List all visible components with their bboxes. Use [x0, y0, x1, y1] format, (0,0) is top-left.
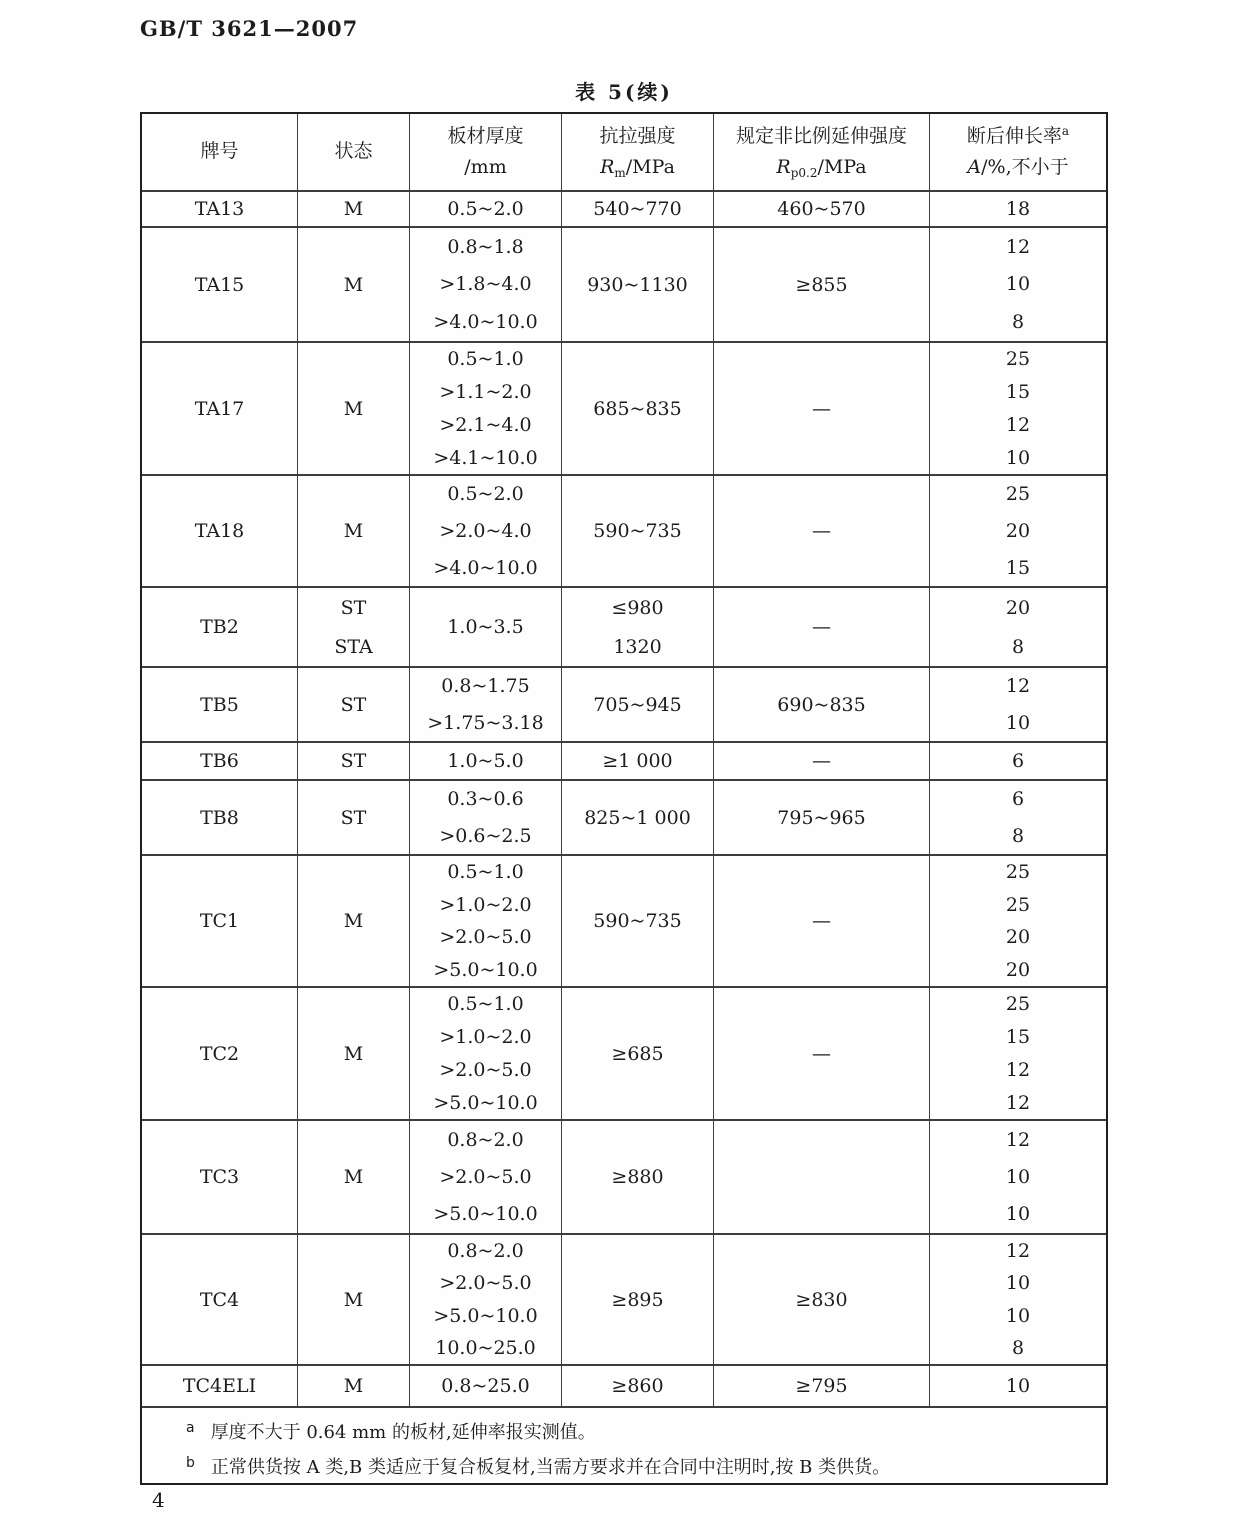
- elongation-cell-line: 10: [1005, 446, 1031, 469]
- state-cell: [298, 781, 410, 854]
- grade-cell-line: TC4: [199, 1288, 240, 1311]
- elong-superscript: a: [1061, 123, 1070, 138]
- table-caption: 表 5(续): [575, 80, 673, 104]
- grade-cell-line: TA18: [194, 520, 245, 542]
- grade-cell: [142, 743, 298, 779]
- proof-strength-cell-line: —: [812, 616, 831, 638]
- proof-strength-cell: [714, 228, 930, 341]
- elongation-cell-line: 6: [1011, 750, 1025, 772]
- grade-cell: [142, 781, 298, 854]
- state-cell: [298, 1366, 410, 1406]
- thickness-cell-line: >2.0~4.0: [439, 519, 532, 542]
- state-cell: [298, 856, 410, 986]
- rm-subscript: m: [614, 165, 626, 180]
- header-thickness: [410, 114, 562, 190]
- header-rm-line1: 抗拉强度: [599, 124, 676, 147]
- proof-strength-cell: [714, 343, 930, 474]
- proof-strength-cell-line: 690~835: [777, 693, 866, 716]
- thickness-cell-line: 0.5~1.0: [447, 993, 524, 1016]
- tensile-strength-cell-line: 930~1130: [587, 273, 688, 296]
- tensile-strength-cell: [562, 588, 714, 666]
- tensile-strength-cell-line: ≥880: [611, 1166, 664, 1188]
- header-state: [298, 114, 410, 190]
- elongation-cell: [930, 476, 1106, 586]
- tensile-strength-cell-line: 590~735: [593, 520, 682, 542]
- elongation-cell-line: 12: [1005, 235, 1031, 258]
- header-grade-label: 牌号: [200, 140, 239, 163]
- header-grade: [142, 114, 298, 190]
- thickness-cell: [410, 1366, 562, 1406]
- thickness-cell-line: >5.0~10.0: [433, 1091, 538, 1114]
- thickness-cell-line: 0.3~0.6: [447, 788, 524, 811]
- tensile-strength-cell-line: 825~1 000: [584, 806, 691, 829]
- table-row-TB5: [142, 668, 1106, 743]
- tensile-strength-cell: [562, 1121, 714, 1233]
- elongation-cell: [930, 1235, 1106, 1364]
- elongation-cell-line: 8: [1011, 824, 1025, 847]
- thickness-cell: [410, 743, 562, 779]
- rm-symbol: R: [600, 155, 615, 178]
- proof-strength-cell: [714, 743, 930, 779]
- spec-table-body: [142, 192, 1106, 1408]
- state-cell: [298, 476, 410, 586]
- state-cell: [298, 1235, 410, 1364]
- proof-strength-cell: [714, 588, 930, 666]
- table-row-TB6: [142, 743, 1106, 781]
- proof-strength-cell: [714, 856, 930, 986]
- elongation-cell: [930, 228, 1106, 341]
- grade-cell: [142, 668, 298, 741]
- thickness-cell-line: >5.0~10.0: [433, 1304, 538, 1327]
- elongation-cell-line: 12: [1005, 1058, 1031, 1081]
- standard-number: GB/T 3621—2007: [140, 16, 359, 41]
- elongation-cell: [930, 1121, 1106, 1233]
- thickness-cell-line: >5.0~10.0: [433, 958, 538, 981]
- state-cell-line: STA: [334, 635, 373, 658]
- elongation-cell-line: 10: [1005, 273, 1031, 296]
- thickness-cell-line: >2.0~5.0: [439, 1058, 532, 1081]
- grade-cell-line: TC3: [199, 1166, 240, 1188]
- elongation-cell-line: 20: [1005, 596, 1031, 619]
- thickness-cell-line: >2.1~4.0: [439, 413, 532, 436]
- table-row-TA18: [142, 476, 1106, 588]
- thickness-cell-line: 0.8~25.0: [441, 1375, 530, 1397]
- state-cell-line: M: [343, 520, 364, 542]
- footnote-a: [186, 1416, 1090, 1451]
- table-row-TA17: [142, 343, 1106, 476]
- table-header-row: [142, 114, 1106, 192]
- elongation-cell: [930, 343, 1106, 474]
- footnote-a-marker: a: [186, 1420, 195, 1436]
- grade-cell: [142, 343, 298, 474]
- state-cell-line: M: [343, 397, 364, 420]
- elongation-cell-line: 6: [1011, 788, 1025, 811]
- tensile-strength-cell: [562, 1366, 714, 1406]
- thickness-cell: [410, 781, 562, 854]
- thickness-cell: [410, 588, 562, 666]
- proof-strength-cell-line: 795~965: [777, 806, 866, 829]
- header-thickness-line1: 板材厚度: [447, 124, 524, 147]
- state-cell: [298, 1121, 410, 1233]
- grade-cell-line: TB5: [200, 693, 239, 716]
- footnote-b-text: 正常供货按 A 类,B 类适应于复合板复材,当需方要求并在合同中注明时,按 B 类供货。: [210, 1457, 891, 1478]
- state-cell-line: M: [343, 198, 364, 220]
- elongation-cell: [930, 743, 1106, 779]
- thickness-cell-line: 10.0~25.0: [435, 1336, 536, 1359]
- elongation-cell-line: 10: [1005, 1272, 1031, 1295]
- header-tensile-strength: [562, 114, 714, 190]
- state-cell: [298, 988, 410, 1119]
- thickness-cell-line: >5.0~10.0: [433, 1203, 538, 1226]
- elongation-cell: [930, 1366, 1106, 1406]
- elongation-cell-line: 25: [1005, 861, 1031, 884]
- elongation-cell-line: 20: [1005, 926, 1031, 949]
- spec-table: [140, 112, 1108, 1485]
- proof-strength-cell-line: ≥855: [795, 273, 848, 296]
- grade-cell: [142, 228, 298, 341]
- thickness-cell-line: 0.8~2.0: [447, 1240, 524, 1263]
- thickness-cell-line: >2.0~5.0: [439, 1272, 532, 1295]
- table-row-TC2: [142, 988, 1106, 1121]
- tensile-strength-cell: [562, 743, 714, 779]
- grade-cell-line: TA13: [194, 198, 245, 220]
- thickness-cell-line: 1.0~3.5: [447, 616, 524, 638]
- thickness-cell-line: >1.1~2.0: [439, 381, 532, 404]
- elongation-cell-line: 8: [1011, 635, 1025, 658]
- tensile-strength-cell: [562, 192, 714, 226]
- grade-cell-line: TB8: [200, 806, 239, 829]
- state-cell-line: ST: [340, 750, 367, 772]
- tensile-strength-cell: [562, 476, 714, 586]
- grade-cell: [142, 476, 298, 586]
- state-cell-line: M: [343, 1288, 364, 1311]
- header-proof-strength: [714, 114, 930, 190]
- thickness-cell-line: >1.75~3.18: [427, 711, 544, 734]
- thickness-cell-line: 0.8~1.8: [447, 235, 524, 258]
- proof-strength-cell: [714, 1121, 930, 1233]
- elongation-cell-line: 20: [1005, 519, 1031, 542]
- elongation-cell-line: 10: [1005, 711, 1031, 734]
- table-row-TA13: [142, 192, 1106, 228]
- header-rp02-line2: [776, 157, 866, 179]
- tensile-strength-cell: [562, 228, 714, 341]
- elongation-cell-line: 15: [1005, 1026, 1031, 1049]
- footnote-b: [186, 1451, 1090, 1486]
- elongation-cell-line: 25: [1005, 993, 1031, 1016]
- tensile-strength-cell: [562, 1235, 714, 1364]
- tensile-strength-cell: [562, 668, 714, 741]
- thickness-cell: [410, 192, 562, 226]
- elongation-cell-line: 25: [1005, 483, 1031, 506]
- grade-cell: [142, 588, 298, 666]
- table-row-TB2: [142, 588, 1106, 668]
- thickness-cell-line: >2.0~5.0: [439, 926, 532, 949]
- elongation-cell-line: 25: [1005, 348, 1031, 371]
- grade-cell-line: TB6: [200, 750, 239, 772]
- thickness-cell-line: 0.5~2.0: [447, 483, 524, 506]
- elongation-cell: [930, 781, 1106, 854]
- elongation-cell: [930, 988, 1106, 1119]
- state-cell: [298, 743, 410, 779]
- tensile-strength-cell: [562, 856, 714, 986]
- elongation-cell-line: 8: [1011, 1336, 1025, 1359]
- grade-cell: [142, 1121, 298, 1233]
- table-row-TC3: [142, 1121, 1106, 1235]
- thickness-cell: [410, 343, 562, 474]
- proof-strength-cell: [714, 1235, 930, 1364]
- tensile-strength-cell: [562, 781, 714, 854]
- elongation-cell-line: 15: [1005, 556, 1031, 579]
- state-cell: [298, 668, 410, 741]
- proof-strength-cell: [714, 988, 930, 1119]
- page-number: 4: [152, 1488, 165, 1512]
- thickness-cell-line: >1.8~4.0: [439, 273, 532, 296]
- grade-cell-line: TA17: [194, 397, 245, 420]
- proof-strength-cell-line: ≥830: [795, 1288, 848, 1311]
- header-elong-line1: [966, 123, 1070, 148]
- rm-unit: /MPa: [625, 155, 675, 178]
- footnote-box: [142, 1408, 1106, 1483]
- proof-strength-cell-line: —: [812, 520, 831, 542]
- thickness-cell-line: >4.0~10.0: [433, 311, 538, 334]
- elongation-cell-line: 12: [1005, 1091, 1031, 1114]
- state-cell-line: M: [343, 1042, 364, 1065]
- state-cell-line: ST: [340, 806, 367, 829]
- table-row-TA15: [142, 228, 1106, 343]
- grade-cell-line: TA15: [194, 273, 245, 296]
- elongation-cell: [930, 588, 1106, 666]
- grade-cell-line: TB2: [200, 616, 239, 638]
- grade-cell: [142, 988, 298, 1119]
- thickness-cell-line: >1.0~2.0: [439, 893, 532, 916]
- state-cell-line: M: [343, 273, 364, 296]
- elongation-cell-line: 10: [1005, 1203, 1031, 1226]
- tensile-strength-cell-line: ≥860: [611, 1375, 664, 1397]
- state-cell-line: M: [343, 910, 364, 932]
- elongation-cell-line: 25: [1005, 893, 1031, 916]
- elongation-cell-line: 10: [1005, 1165, 1031, 1188]
- thickness-cell: [410, 228, 562, 341]
- thickness-cell-line: 0.5~1.0: [447, 861, 524, 884]
- header-state-label: 状态: [334, 140, 373, 163]
- elongation-cell-line: 10: [1005, 1304, 1031, 1327]
- tensile-strength-cell: [562, 343, 714, 474]
- elongation-cell-line: 10: [1005, 1375, 1031, 1397]
- thickness-cell-line: >2.0~5.0: [439, 1165, 532, 1188]
- grade-cell: [142, 1235, 298, 1364]
- table-row-TC4ELI: [142, 1366, 1106, 1408]
- thickness-cell-line: >4.0~10.0: [433, 556, 538, 579]
- table-row-TC4: [142, 1235, 1106, 1366]
- proof-strength-cell: [714, 781, 930, 854]
- table-row-TC1: [142, 856, 1106, 988]
- elongation-cell: [930, 192, 1106, 226]
- grade-cell-line: TC1: [199, 910, 240, 932]
- proof-strength-cell-line: —: [812, 397, 831, 420]
- state-cell-line: ST: [340, 596, 367, 619]
- thickness-cell: [410, 476, 562, 586]
- header-rm-line2: [600, 157, 675, 179]
- elong-symbol: A: [967, 155, 982, 178]
- elongation-cell-line: 8: [1011, 311, 1025, 334]
- tensile-strength-cell-line: ≥685: [611, 1042, 664, 1065]
- elongation-cell-line: 18: [1005, 198, 1031, 220]
- grade-cell-line: TC2: [199, 1042, 240, 1065]
- thickness-cell-line: >0.6~2.5: [439, 824, 532, 847]
- header-thickness-line2: /mm: [464, 155, 507, 178]
- thickness-cell-line: 0.8~2.0: [447, 1128, 524, 1151]
- thickness-cell-line: >4.1~10.0: [433, 446, 538, 469]
- state-cell: [298, 228, 410, 341]
- tensile-strength-cell-line: ≤980: [611, 596, 664, 619]
- rp02-subscript: p0.2: [790, 165, 818, 180]
- proof-strength-cell-line: 460~570: [777, 198, 866, 220]
- grade-cell: [142, 192, 298, 226]
- header-elong-line2: [967, 157, 1068, 179]
- rp02-symbol: R: [776, 155, 791, 178]
- footnote-a-text: 厚度不大于 0.64 mm 的板材,延伸率报实测值。: [210, 1422, 596, 1443]
- proof-strength-cell: [714, 668, 930, 741]
- elongation-cell-line: 20: [1005, 958, 1031, 981]
- state-cell: [298, 192, 410, 226]
- header-elongation: [930, 114, 1106, 190]
- state-cell: [298, 343, 410, 474]
- thickness-cell: [410, 856, 562, 986]
- proof-strength-cell-line: ≥795: [795, 1375, 848, 1397]
- elongation-cell-line: 12: [1005, 413, 1031, 436]
- elong-unit: /%,不小于: [981, 155, 1069, 178]
- thickness-cell: [410, 1235, 562, 1364]
- state-cell-line: ST: [340, 693, 367, 716]
- grade-cell: [142, 856, 298, 986]
- thickness-cell-line: 0.5~2.0: [447, 198, 524, 220]
- elongation-cell-line: 15: [1005, 381, 1031, 404]
- header-rp02-line1: 规定非比例延伸强度: [735, 124, 907, 147]
- table-row-TB8: [142, 781, 1106, 856]
- tensile-strength-cell-line: 540~770: [593, 198, 682, 220]
- thickness-cell: [410, 1121, 562, 1233]
- footnote-b-marker: b: [186, 1455, 195, 1471]
- elong-label: 断后伸长率: [966, 124, 1062, 147]
- state-cell: [298, 588, 410, 666]
- thickness-cell-line: 0.5~1.0: [447, 348, 524, 371]
- tensile-strength-cell-line: 1320: [613, 635, 662, 658]
- thickness-cell-line: 1.0~5.0: [447, 750, 524, 772]
- tensile-strength-cell-line: ≥1 000: [602, 750, 673, 772]
- proof-strength-cell: [714, 1366, 930, 1406]
- tensile-strength-cell-line: ≥895: [611, 1288, 664, 1311]
- elongation-cell-line: 12: [1005, 675, 1031, 698]
- thickness-cell: [410, 668, 562, 741]
- tensile-strength-cell-line: 705~945: [593, 693, 682, 716]
- proof-strength-cell-line: —: [812, 910, 831, 932]
- thickness-cell-line: 0.8~1.75: [441, 675, 530, 698]
- grade-cell-line: TC4ELI: [182, 1375, 257, 1397]
- thickness-cell-line: >1.0~2.0: [439, 1026, 532, 1049]
- elongation-cell-line: 12: [1005, 1128, 1031, 1151]
- proof-strength-cell: [714, 476, 930, 586]
- elongation-cell: [930, 668, 1106, 741]
- thickness-cell: [410, 988, 562, 1119]
- proof-strength-cell-line: —: [812, 1042, 831, 1065]
- elongation-cell-line: 12: [1005, 1240, 1031, 1263]
- proof-strength-cell: [714, 192, 930, 226]
- rp02-unit: /MPa: [817, 155, 867, 178]
- state-cell-line: M: [343, 1375, 364, 1397]
- elongation-cell: [930, 856, 1106, 986]
- proof-strength-cell-line: —: [812, 750, 831, 772]
- tensile-strength-cell-line: 685~835: [593, 397, 682, 420]
- tensile-strength-cell-line: 590~735: [593, 910, 682, 932]
- grade-cell: [142, 1366, 298, 1406]
- state-cell-line: M: [343, 1166, 364, 1188]
- tensile-strength-cell: [562, 988, 714, 1119]
